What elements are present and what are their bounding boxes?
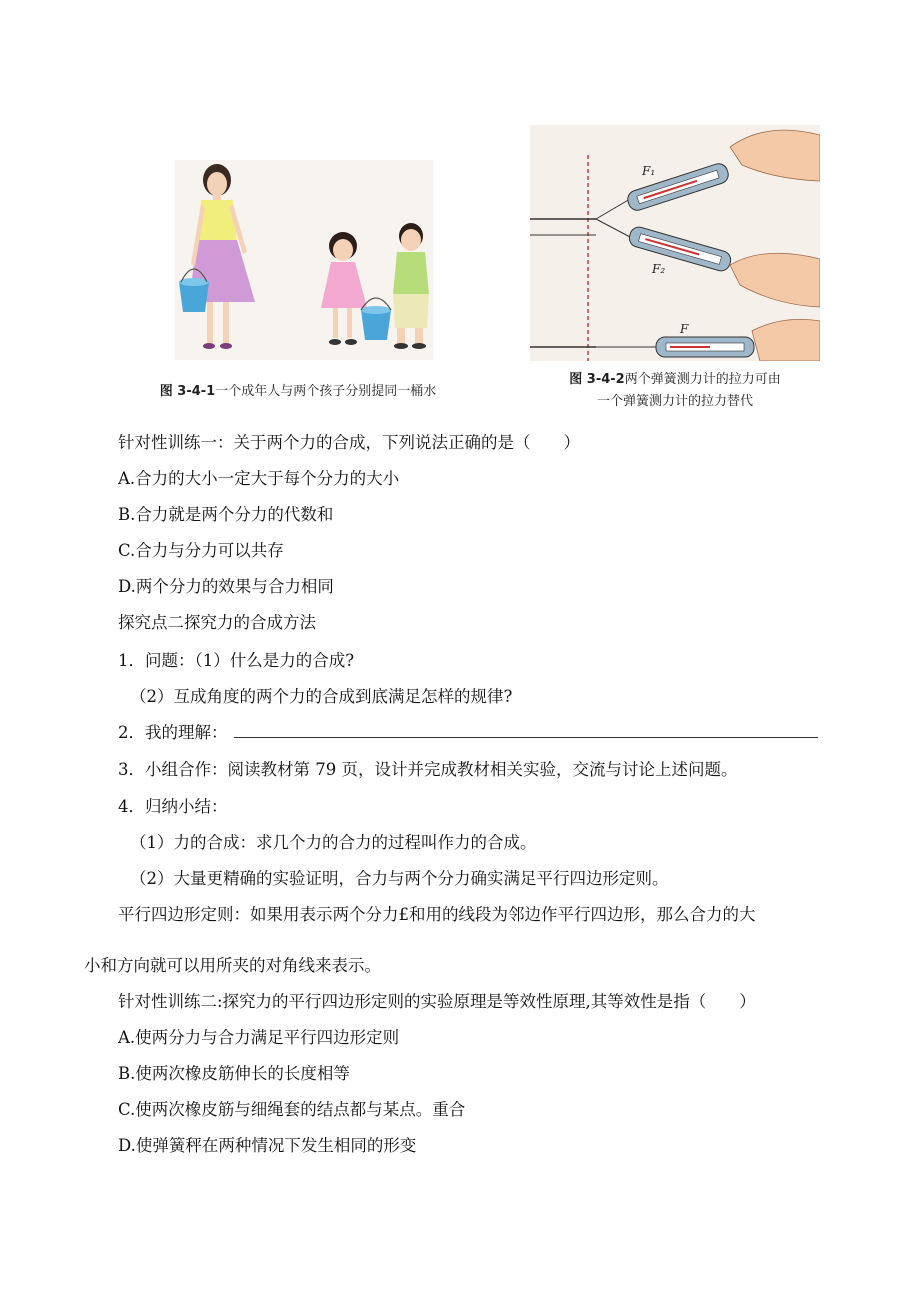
parallelogram-rule-line2: 小和方向就可以用所夹的对角线来表示。 xyxy=(84,956,381,975)
training-2-option-b: B.使两次橡皮筋伸长的长度相等 xyxy=(118,1064,350,1083)
training-2-option-a: A.使两分力与合力满足平行四边形定则 xyxy=(118,1028,400,1047)
training-2-option-c: C.使两次橡皮筋与细绳套的结点都与某点。重合 xyxy=(118,1100,466,1119)
label-f: F xyxy=(680,322,689,336)
answer-blank-line[interactable] xyxy=(234,723,818,738)
figure-2-caption-line1: 两个弹簧测力计的拉力可由 xyxy=(624,372,781,387)
training-1-question: 针对性训练一：关于两个力的合成，下列说法正确的是（ ） xyxy=(118,433,580,452)
figure-2-number: 图 3-4-2 xyxy=(569,372,625,387)
figure-1-caption xyxy=(118,381,478,403)
figure-spring-scales xyxy=(530,125,820,361)
figure-1-number: 图 3-4-1 xyxy=(159,384,216,399)
figure-adult-children-bucket xyxy=(175,160,433,360)
question-3: 3．小组合作：阅读教材第 79 页，设计并完成教材相关实验，交流与讨论上述问题。 xyxy=(118,760,738,779)
question-4: 4．归纳小结： xyxy=(118,797,228,816)
figure-2-caption-line2: 一个弹簧测力计的拉力替代 xyxy=(596,394,753,409)
question-1: 1．问题：（1）什么是力的合成? xyxy=(118,651,355,670)
training-1-option-b: B.合力就是两个分力的代数和 xyxy=(118,505,334,524)
training-1-option-d: D.两个分力的效果与合力相同 xyxy=(118,577,334,596)
training-2-option-d: D.使弹簧秤在两种情况下发生相同的形变 xyxy=(118,1136,417,1155)
summary-1: （1）力的合成：求几个力的合力的过程叫作力的合成。 xyxy=(130,833,537,852)
figure-2-caption xyxy=(520,369,830,413)
label-f2: F₂ xyxy=(652,262,666,276)
question-1-part-2: （2）互成角度的两个力的合成到底满足怎样的规律? xyxy=(130,687,513,706)
question-2 xyxy=(118,721,818,745)
training-1-option-c: C.合力与分力可以共存 xyxy=(118,541,284,560)
summary-2: （2）大量更精确的实验证明，合力与两个分力确实满足平行四边形定则。 xyxy=(130,869,669,888)
section-title: 探究点二探究力的合成方法 xyxy=(118,613,316,632)
training-2-question: 针对性训练二:探究力的平行四边形定则的实验原理是等效性原理,其等效性是指（ ） xyxy=(118,992,756,1011)
label-f1: F₁ xyxy=(642,164,656,178)
training-1-option-a: A.合力的大小一定大于每个分力的大小 xyxy=(118,469,400,488)
question-2-label: 2．我的理解： xyxy=(118,723,228,742)
spring-scale-f xyxy=(656,337,754,357)
parallelogram-rule-line1: 平行四边形定则：如果用表示两个分力£和用的线段为邻边作平行四边形，那么合力的大 xyxy=(118,905,756,924)
figure-1-caption-text: 一个成年人与两个孩子分别提同一桶水 xyxy=(215,384,437,399)
